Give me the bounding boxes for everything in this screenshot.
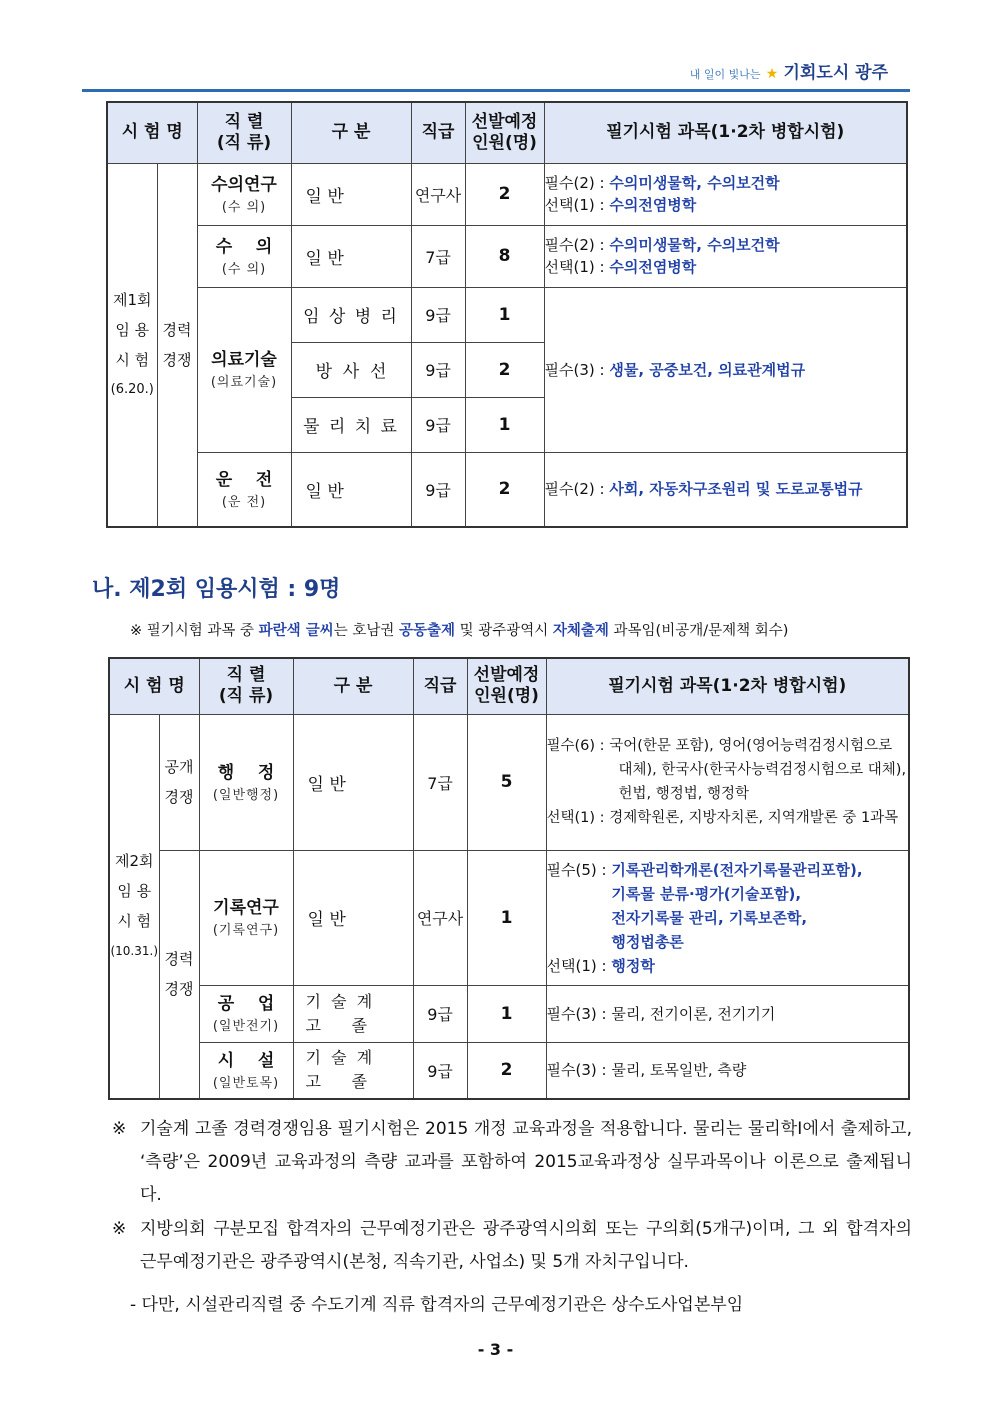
category-cell: 일 반	[293, 714, 413, 850]
position-cell: 수의연구 (수 의)	[197, 163, 291, 225]
subjects-cell: 필수(5) : 기록관리학개론(전자기록물관리포함), 기록물 분류·평가(기술포함), 전자기록물 관리, 기록보존학, 행정법총론 선택(1) : 행정학	[546, 850, 909, 985]
th-exam-name: 시 험 명	[109, 658, 199, 714]
exam-table-1	[106, 101, 908, 528]
city-logo	[690, 58, 888, 83]
footnote-2: ※ 지방의회 구분모집 합격자의 근무예정기관은 광주광역시의회 또는 구의회(5개구)이며, 그 외 합격자의 근무예정기관은 광주광역시(본청, 직속기관, 사업소) 및 5개 자치구입니다.	[112, 1219, 912, 1272]
category-cell: 기 술 계 고 졸	[293, 985, 413, 1042]
category-cell: 물 리 치 료	[291, 397, 411, 452]
th-category: 구 분	[291, 102, 411, 163]
star-icon: ★	[765, 66, 779, 82]
grade-cell: 9급	[413, 1042, 467, 1099]
count-cell: 8	[465, 225, 544, 287]
grade-cell: 7급	[411, 225, 465, 287]
count-cell: 1	[465, 397, 544, 452]
grade-cell: 연구사	[411, 163, 465, 225]
position-cell: 운 전 (운 전)	[197, 452, 291, 527]
position-cell: 기록연구 (기록연구)	[199, 850, 293, 985]
category-cell: 일 반	[291, 163, 411, 225]
subjects-cell: 필수(3) : 생물, 공중보건, 의료관계법규	[544, 287, 907, 452]
category-cell: 일 반	[291, 452, 411, 527]
position-cell: 행 정 (일반행정)	[199, 714, 293, 850]
subjects-cell: 필수(3) : 물리, 토목일반, 측량	[546, 1042, 909, 1099]
th-exam-name: 시 험 명	[107, 102, 197, 163]
subject-note: ※ 필기시험 과목 중 파란색 글씨는 호남권 공동출제 및 광주광역시 자체출제 과목임(비공개/문제책 회수)	[130, 623, 789, 639]
count-cell: 1	[465, 287, 544, 342]
grade-cell: 9급	[411, 342, 465, 397]
th-grade: 직급	[413, 658, 467, 714]
page-number: - 3 -	[477, 1340, 514, 1359]
grade-cell: 9급	[411, 452, 465, 527]
count-cell: 2	[465, 452, 544, 527]
exam-name-cell: 제2회 임 용 시 험 (10.31.)	[109, 714, 159, 1099]
th-subjects: 필기시험 과목(1·2차 병합시험)	[544, 102, 907, 163]
th-position: 직 렬 (직 류)	[199, 658, 293, 714]
grade-cell: 7급	[413, 714, 467, 850]
grade-cell: 연구사	[413, 850, 467, 985]
exam-type-cell: 경력 경쟁	[157, 163, 197, 527]
count-cell: 2	[465, 342, 544, 397]
category-cell: 일 반	[291, 225, 411, 287]
category-cell: 임 상 병 리	[291, 287, 411, 342]
exam-table-2	[108, 657, 910, 1100]
subjects-cell: 필수(6) : 국어(한문 포함), 영어(영어능력검정시험으로 대체), 한국사(한국사능력검정시험으로 대체), 헌법, 행정법, 행정학 선택(1) : 경제학원론, 지방자치론, 지역개발론 중 1과목	[546, 714, 909, 850]
subjects-cell: 필수(2) : 수의미생물학, 수의보건학 선택(1) : 수의전염병학	[544, 225, 907, 287]
section-title: 나. 제2회 임용시험 : 9명	[92, 577, 341, 602]
dash-note: - 다만, 시설관리직렬 중 수도기계 직류 합격자의 근무예정기관은 상수도사업본부임	[130, 1295, 744, 1315]
header-rule	[82, 89, 910, 92]
count-cell: 1	[467, 850, 546, 985]
position-cell: 공 업 (일반전기)	[199, 985, 293, 1042]
subjects-cell: 필수(3) : 물리, 전기이론, 전기기기	[546, 985, 909, 1042]
subjects-cell: 필수(2) : 사회, 자동차구조원리 및 도로교통법규	[544, 452, 907, 527]
count-cell: 2	[467, 1042, 546, 1099]
th-count: 선발예정 인원(명)	[467, 658, 546, 714]
position-cell: 수 의 (수 의)	[197, 225, 291, 287]
grade-cell: 9급	[411, 287, 465, 342]
th-count: 선발예정 인원(명)	[465, 102, 544, 163]
th-position: 직 렬 (직 류)	[197, 102, 291, 163]
exam-name-cell: 제1회 임 용 시 험 (6.20.)	[107, 163, 157, 527]
grade-cell: 9급	[411, 397, 465, 452]
position-cell: 시 설 (일반토목)	[199, 1042, 293, 1099]
exam-type-open-cell: 공개 경쟁	[159, 714, 199, 850]
category-cell: 일 반	[293, 850, 413, 985]
count-cell: 5	[467, 714, 546, 850]
grade-cell: 9급	[413, 985, 467, 1042]
th-subjects: 필기시험 과목(1·2차 병합시험)	[546, 658, 909, 714]
count-cell: 1	[467, 985, 546, 1042]
exam-type-career-cell: 경력 경쟁	[159, 850, 199, 1099]
subjects-cell: 필수(2) : 수의미생물학, 수의보건학 선택(1) : 수의전염병학	[544, 163, 907, 225]
th-grade: 직급	[411, 102, 465, 163]
category-cell: 방 사 선	[291, 342, 411, 397]
logo-slogan: 내 일이 빛나는	[689, 68, 761, 81]
category-cell: 기 술 계 고 졸	[293, 1042, 413, 1099]
count-cell: 2	[465, 163, 544, 225]
th-category: 구 분	[293, 658, 413, 714]
footnote-1: ※ 기술계 고졸 경력경쟁임용 필기시험은 2015 개정 교육과정을 적용합니다. 물리는 물리학Ⅰ에서 출제하고, ‘측량’은 2009년 교육과정의 측량 교과를 포함하여 2015교육과정상 실무과목이나 이론으로 출제됩니다.	[112, 1119, 912, 1205]
position-cell: 의료기술 (의료기술)	[197, 287, 291, 452]
logo-city: 기회도시 광주	[783, 63, 888, 83]
